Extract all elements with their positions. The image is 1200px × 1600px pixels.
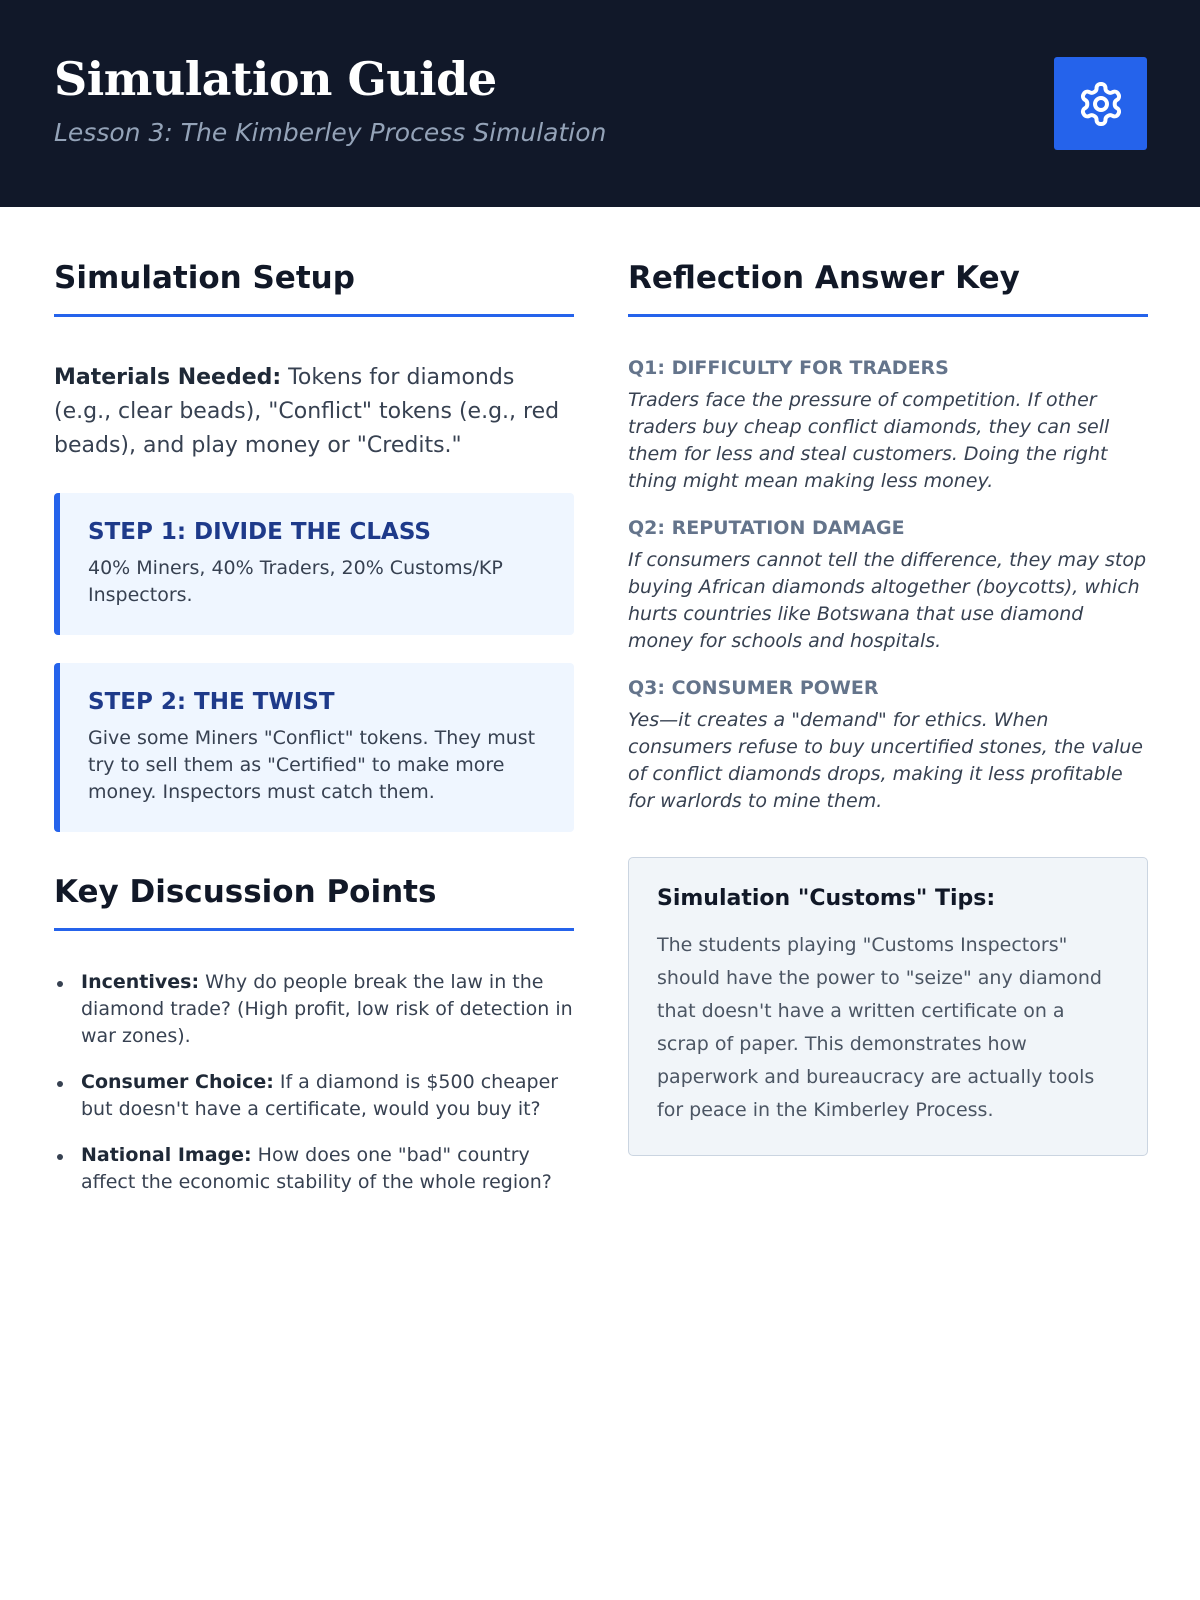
tips-text: The students playing "Customs Inspectors" should have the power to "seize" any diamond that doesn't have a written certificate on a scrap of paper. This demonstrates how paperwork and bureaucracy are actually tools for peace in the Kimberley Process. bbox=[657, 934, 1102, 1121]
tips-title: Simulation "Customs" Tips: bbox=[657, 886, 996, 911]
simulation-setup-section bbox=[54, 260, 574, 832]
step-2-title: STEP 2: THE TWIST bbox=[88, 689, 335, 715]
gear-icon bbox=[1077, 80, 1125, 128]
question-2 bbox=[628, 517, 1148, 655]
setup-heading: Simulation Setup bbox=[54, 260, 574, 317]
list-item bbox=[54, 1069, 574, 1123]
left-column bbox=[54, 260, 574, 1215]
discussion-heading: Key Discussion Points bbox=[54, 874, 574, 931]
discussion-section bbox=[54, 874, 574, 1196]
question-3 bbox=[628, 677, 1148, 815]
step-2-text: Give some Miners "Conflict" tokens. They must try to sell them as "Certified" to make more money. Inspectors must catch them. bbox=[88, 727, 536, 803]
question-2-answer: If consumers cannot tell the difference, they may stop buying African diamonds altogether (boycotts), which hurts countries like Botswana that use diamond money for schools and hospitals. bbox=[628, 549, 1147, 652]
answer-key-heading: Reflection Answer Key bbox=[628, 260, 1148, 317]
step-1-text: 40% Miners, 40% Traders, 20% Customs/KP Inspectors. bbox=[88, 557, 503, 606]
page-header bbox=[0, 0, 1200, 207]
question-3-label: Q3: CONSUMER POWER bbox=[628, 677, 879, 699]
page-subtitle: Lesson 3: The Kimberley Process Simulation bbox=[54, 118, 607, 147]
step-1-box bbox=[54, 493, 574, 635]
materials-label: Materials Needed: bbox=[54, 365, 282, 390]
question-1-label: Q1: DIFFICULTY FOR TRADERS bbox=[628, 357, 949, 379]
discussion-list bbox=[54, 969, 574, 1196]
step-1-title: STEP 1: DIVIDE THE CLASS bbox=[88, 519, 431, 545]
list-item bbox=[54, 969, 574, 1050]
customs-tips-box bbox=[628, 857, 1148, 1156]
step-2-box bbox=[54, 663, 574, 832]
question-3-answer: Yes—it creates a "demand" for ethics. When consumers refuse to buy uncertified stones, the value of conflict diamonds drops, making it less profitable for warlords to mine them. bbox=[628, 709, 1143, 812]
discussion-item-label: Incentives: bbox=[81, 971, 200, 993]
discussion-item-label: Consumer Choice: bbox=[81, 1071, 274, 1093]
materials-needed bbox=[54, 361, 574, 463]
materials-text: Tokens for diamonds (e.g., clear beads), "Conflict" tokens (e.g., red beads), and play money or "Credits." bbox=[54, 365, 560, 458]
list-item bbox=[54, 1142, 574, 1196]
right-column bbox=[628, 260, 1148, 1156]
question-2-label: Q2: REPUTATION DAMAGE bbox=[628, 517, 905, 539]
settings-button[interactable] bbox=[1054, 57, 1147, 150]
answer-key-section bbox=[628, 260, 1148, 815]
page-title: Simulation Guide bbox=[54, 52, 497, 106]
discussion-item-label: National Image: bbox=[81, 1144, 252, 1166]
question-1-answer: Traders face the pressure of competition. If other traders buy cheap conflict diamonds, they can sell them for less and steal customers. Doing the right thing might mean making less money. bbox=[628, 389, 1110, 492]
discussion-item-text: How does one "bad" country affect the economic stability of the whole region? bbox=[81, 1144, 552, 1193]
discussion-item-text: Why do people break the law in the diamond trade? (High profit, low risk of detection in war zones). bbox=[81, 971, 573, 1047]
question-1 bbox=[628, 357, 1148, 495]
discussion-item-text: If a diamond is $500 cheaper but doesn't have a certificate, would you buy it? bbox=[81, 1071, 559, 1120]
